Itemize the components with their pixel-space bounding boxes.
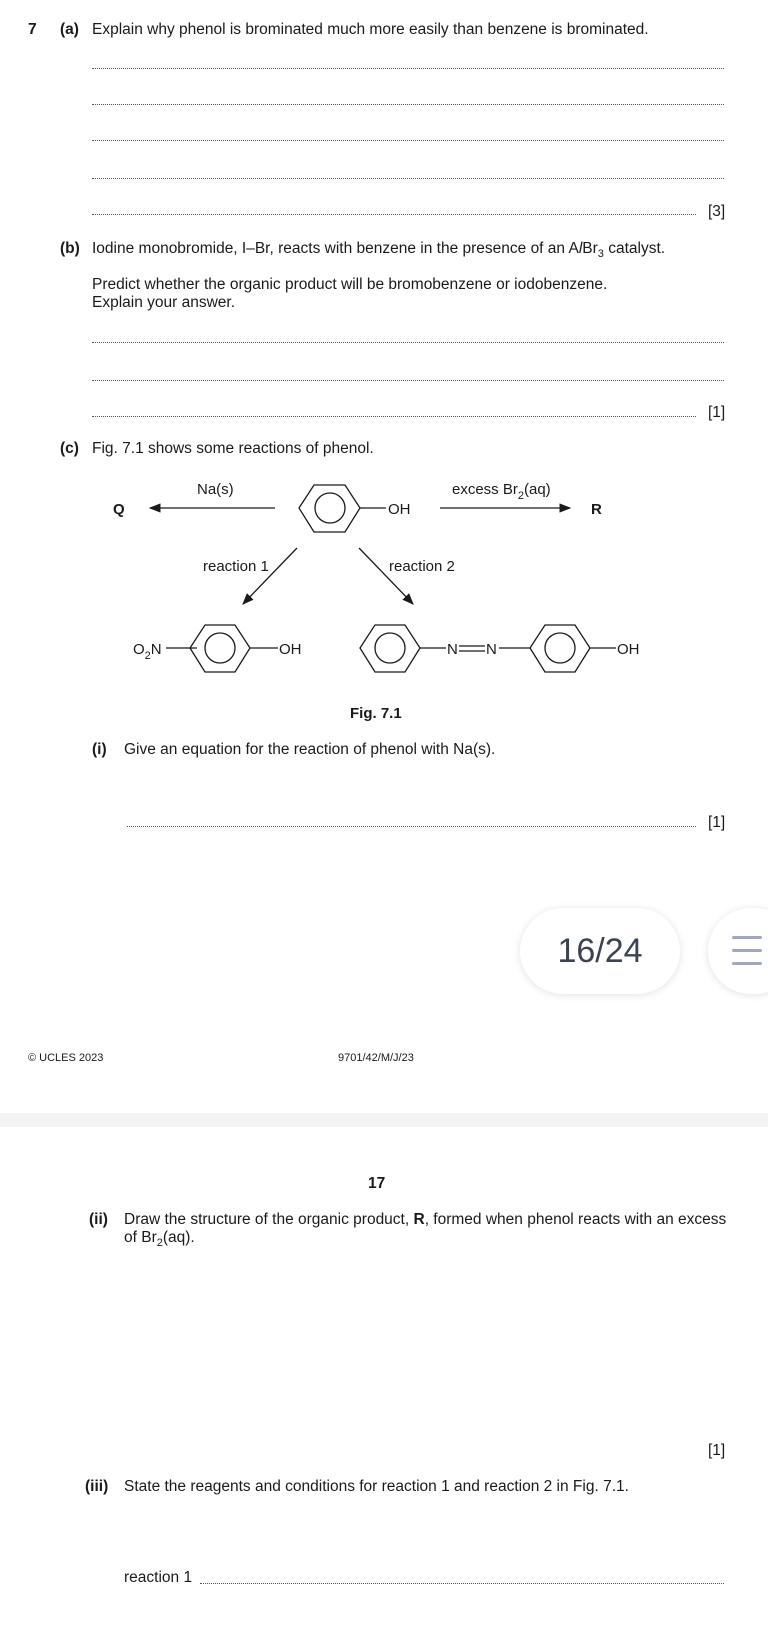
part-a-label: (a) xyxy=(60,21,79,38)
label-reaction-1: reaction 1 xyxy=(203,558,269,575)
part-b-label: (b) xyxy=(60,240,80,257)
answer-line[interactable] xyxy=(92,68,724,69)
o2n-sub: 2 xyxy=(144,650,151,662)
azo-oh: OH xyxy=(617,641,640,658)
reaction-scheme-figure xyxy=(0,468,768,728)
azo-ring-right xyxy=(530,625,590,672)
marks-b: [1] xyxy=(708,404,726,421)
ii-sub: 2 xyxy=(156,1237,163,1249)
part-c-ii-line-2 xyxy=(124,1229,195,1247)
part-c-ii-label: (ii) xyxy=(89,1211,108,1228)
answer-line[interactable] xyxy=(127,826,696,827)
part-b-text-2: catalyst. xyxy=(603,240,666,257)
label-na: Na(s) xyxy=(197,481,234,498)
azo-n-2: N xyxy=(486,641,497,658)
part-b-line-1 xyxy=(92,240,665,258)
answer-line[interactable] xyxy=(92,416,696,417)
marks-c-i: [1] xyxy=(708,814,726,831)
arrow-reaction-1 xyxy=(243,548,297,604)
exam-page-17 xyxy=(0,1127,768,1648)
answer-line[interactable] xyxy=(200,1583,724,1584)
footer-paper-code: 9701/42/M/J/23 xyxy=(338,1052,414,1064)
part-c-i-question: Give an equation for the reaction of phenol with Na(s). xyxy=(124,741,496,758)
ii-aq: (aq). xyxy=(162,1229,195,1246)
ii-text-2: , formed when phenol reacts with an excess xyxy=(424,1211,727,1228)
part-b-line-2: Predict whether the organic product will be bromobenzene or iodobenzene. xyxy=(92,276,608,293)
part-b-br: Br xyxy=(582,240,598,257)
question-number: 7 xyxy=(28,21,37,38)
page-indicator-text: 16/24 xyxy=(557,932,643,970)
nitrophenol-oh: OH xyxy=(279,641,302,658)
label-q: Q xyxy=(113,501,125,518)
arrow-reaction-2 xyxy=(359,548,413,604)
part-c-label: (c) xyxy=(60,440,79,457)
page-number: 17 xyxy=(368,1175,386,1192)
part-c-ii-line-1 xyxy=(124,1211,726,1229)
label-o2n xyxy=(133,641,162,662)
label-r: R xyxy=(591,501,602,518)
excess-aq: (aq) xyxy=(523,481,551,498)
nitrophenol-ring xyxy=(190,625,250,672)
part-b-line-3: Explain your answer. xyxy=(92,294,236,311)
excess-text: excess Br xyxy=(452,481,518,498)
ii-text-1: Draw the structure of the organic product, xyxy=(124,1211,414,1228)
reaction-1-answer-label: reaction 1 xyxy=(124,1569,193,1586)
marks-c-ii: [1] xyxy=(708,1442,726,1459)
answer-line[interactable] xyxy=(92,140,724,141)
part-c-iii-label: (iii) xyxy=(85,1478,109,1495)
footer-copyright: © UCLES 2023 xyxy=(28,1052,104,1064)
azo-ring-left xyxy=(360,625,420,672)
part-c-question: Fig. 7.1 shows some reactions of phenol. xyxy=(92,440,374,457)
part-b-sub: 3 xyxy=(597,248,604,260)
ii-bold-r: R xyxy=(413,1211,425,1228)
o2n-o: O xyxy=(133,641,145,658)
figure-caption: Fig. 7.1 xyxy=(350,705,402,722)
o2n-n: N xyxy=(150,641,162,658)
part-c-i-label: (i) xyxy=(92,741,107,758)
azo-n-1: N xyxy=(447,641,458,658)
answer-line[interactable] xyxy=(92,178,724,179)
answer-line[interactable] xyxy=(92,380,724,381)
part-a-question: Explain why phenol is brominated much more easily than benzene is brominated. xyxy=(92,21,649,38)
phenol-oh: OH xyxy=(388,501,411,518)
drawing-answer-area[interactable] xyxy=(124,1259,684,1559)
page-indicator[interactable] xyxy=(520,908,680,994)
part-b-text-1: Iodine monobromide, I–Br, reacts with benzene in the presence of an A xyxy=(92,240,579,257)
excess-sub: 2 xyxy=(517,490,524,502)
phenol-ring xyxy=(299,485,360,532)
marks-a: [3] xyxy=(708,203,726,220)
label-reaction-2: reaction 2 xyxy=(389,558,455,575)
part-b-italic-l: l xyxy=(578,240,583,257)
answer-line[interactable] xyxy=(92,214,696,215)
ii-of-br: of Br xyxy=(124,1229,157,1246)
answer-line[interactable] xyxy=(92,104,724,105)
answer-line[interactable] xyxy=(92,342,724,343)
label-excess-br2 xyxy=(452,481,551,502)
part-c-iii-question: State the reagents and conditions for reaction 1 and reaction 2 in Fig. 7.1. xyxy=(124,1478,629,1495)
